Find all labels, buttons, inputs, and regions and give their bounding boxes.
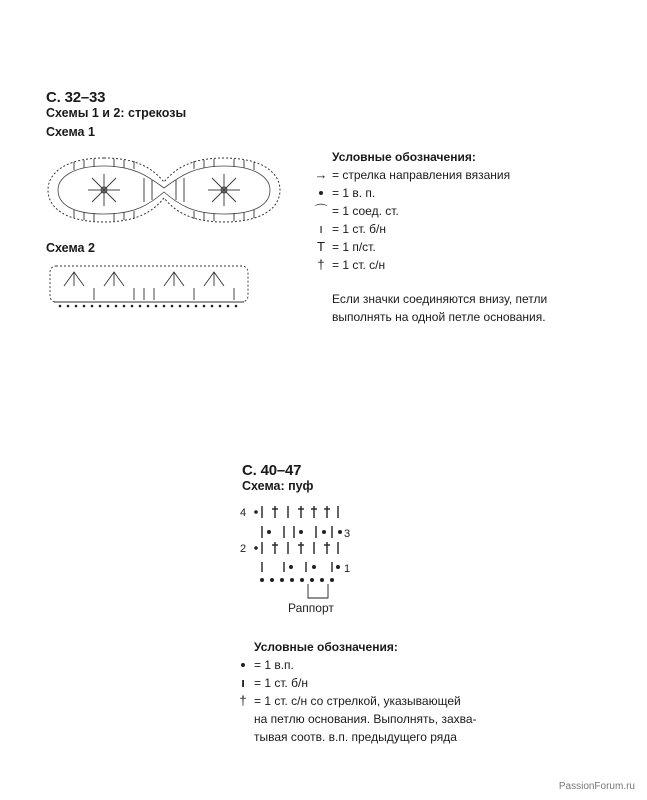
legend-2-text: = 1 ст. б/н [254, 676, 309, 690]
legend-1-text: = 1 в. п. [332, 186, 376, 200]
row-label-4: 4 [240, 507, 247, 519]
legend-1-row [310, 166, 547, 184]
slip-stitch-arc-icon: ⌒ [314, 203, 328, 218]
double-crochet-arrow-icon: † [239, 693, 247, 708]
legend-2-row [232, 674, 477, 692]
page-ref-1: С. 32–33 [46, 89, 106, 106]
legend-2-title: Условные обозначения: [254, 640, 398, 654]
chain-dot-icon [310, 191, 332, 195]
watermark: PassionForum.ru [558, 781, 635, 792]
legend-1 [310, 150, 547, 326]
legend-1-text: = 1 ст. б/н [332, 222, 387, 236]
single-crochet-icon: ı [319, 221, 323, 236]
legend-1-note-line: Если значки соединяются внизу, петли [332, 292, 548, 306]
row-label-2: 2 [240, 543, 247, 555]
scheme1-diagram [44, 150, 284, 230]
row-label-1: 1 [344, 563, 351, 575]
legend-1-text: = 1 соед. ст. [332, 204, 399, 218]
legend-2-note [254, 710, 477, 746]
legend-2-text: = 1 в.п. [254, 658, 294, 672]
legend-1-row [310, 202, 547, 220]
legend-2 [232, 640, 477, 746]
legend-2-note-line: на петлю основания. Выполнять, захва- [254, 712, 477, 726]
arrow-icon: → [314, 167, 328, 182]
double-crochet-icon: † [317, 257, 325, 272]
section-title-1: Схемы 1 и 2: стрекозы [46, 106, 187, 120]
legend-2-row [232, 692, 477, 710]
legend-1-note [332, 290, 547, 326]
legend-1-row [310, 184, 547, 202]
section-title-2: Схема: пуф [242, 479, 314, 493]
legend-1-text: = 1 п/ст. [332, 240, 376, 254]
single-crochet-icon: ı [241, 675, 245, 690]
puf-chart [236, 500, 366, 620]
legend-1-row [310, 256, 547, 274]
legend-2-row [232, 656, 477, 674]
scheme2-diagram [44, 258, 254, 318]
legend-1-title: Условные обозначения: [332, 150, 476, 164]
legend-1-row [310, 238, 547, 256]
legend-2-note-line: тывая соотв. в.п. предыдущего ряда [254, 730, 457, 744]
legend-1-text: = 1 ст. с/н [332, 258, 386, 272]
legend-1-note-line: выполнять на одной петле основания. [332, 310, 546, 324]
scheme2-label: Схема 2 [46, 241, 95, 255]
row-label-3: 3 [344, 528, 351, 540]
page-ref-2: С. 40–47 [242, 462, 302, 479]
legend-1-row [310, 220, 547, 238]
repeat-label: Раппорт [288, 601, 334, 615]
legend-1-text: = стрелка направления вязания [332, 168, 511, 182]
chain-dot-icon [232, 663, 254, 667]
legend-2-text: = 1 ст. с/н со стрелкой, указывающей [254, 694, 461, 708]
half-double-crochet-icon: T [317, 239, 325, 254]
scheme1-label: Схема 1 [46, 125, 95, 139]
